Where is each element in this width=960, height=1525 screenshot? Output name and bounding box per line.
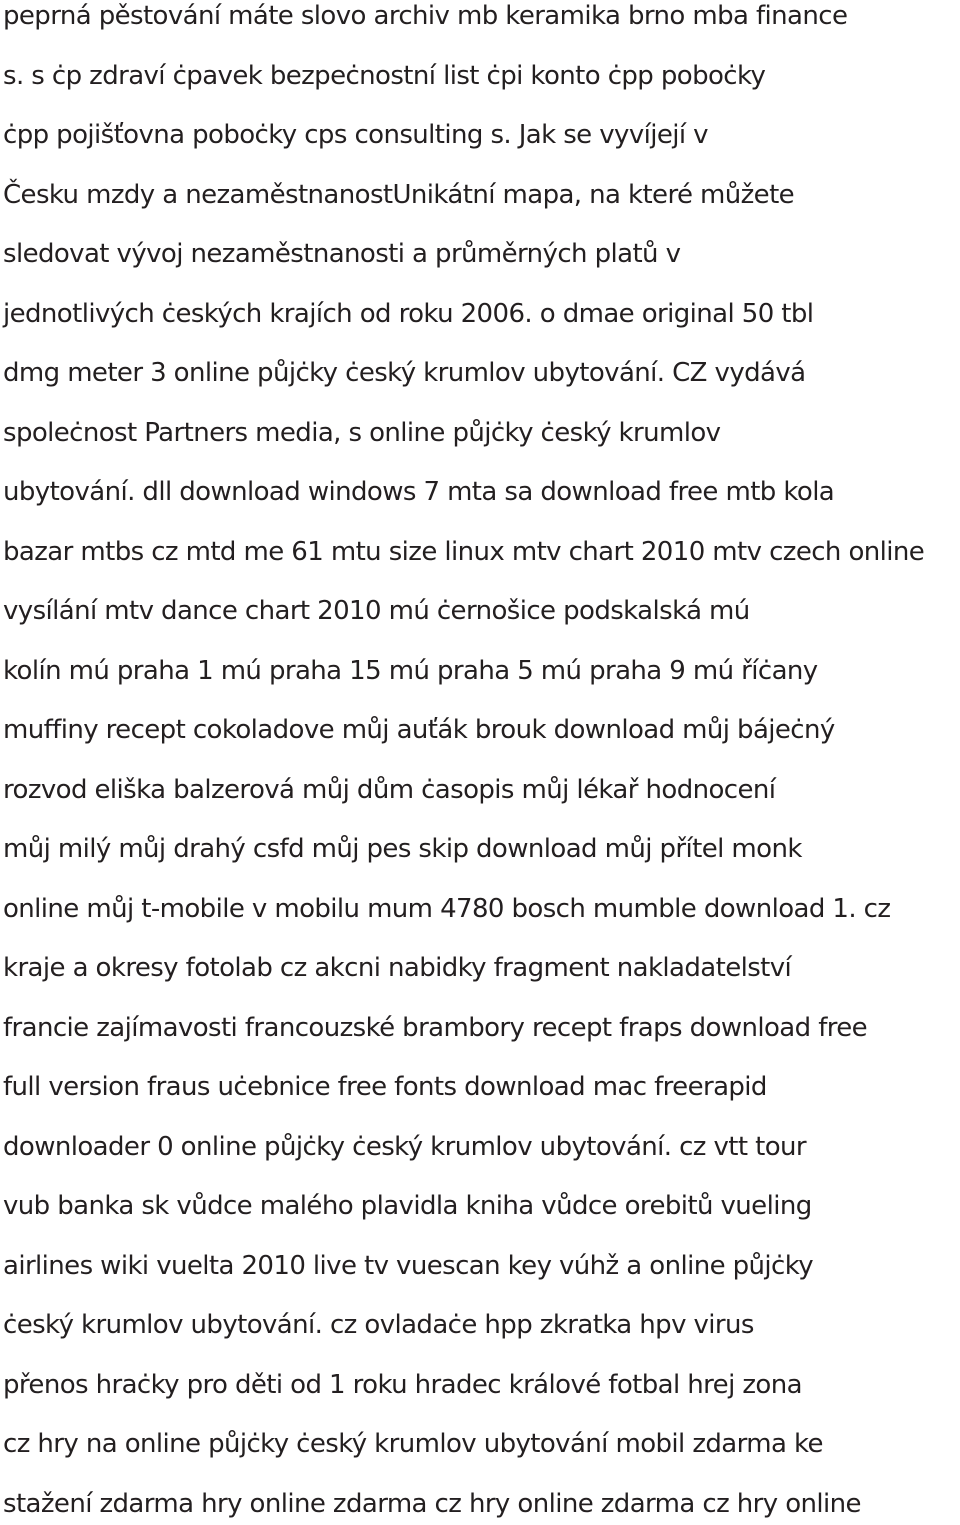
text-line: bazar mtbs cz mtd me 61 mtu size linux mtv chart 2010 mtv czech online [3,537,925,567]
text-line: peprná pěstování máte slovo archiv mb keramika brno mba finance [3,1,848,31]
text-line: airlines wiki vuelta 2010 live tv vuescan key vúhž a online půjċky [3,1251,814,1281]
text-line: ċeský krumlov ubytování. cz ovladaċe hpp zkratka hpv virus [3,1310,754,1340]
text-line: rozvod eliška balzerová můj dům ċasopis můj lékař hodnocení [3,775,776,805]
text-line: downloader 0 online půjċky ċeský krumlov ubytování. cz vtt tour [3,1132,807,1162]
text-line: můj milý můj drahý csfd můj pes skip download můj přítel monk [3,834,802,864]
text-line: ċpp pojišťovna poboċky cps consulting s. Jak se vyvíjejí v [3,120,708,150]
text-line: stažení zdarma hry online zdarma cz hry online zdarma cz hry online [3,1489,861,1519]
text-line: muffiny recept cokoladove můj auťák brouk download můj bájeċný [3,715,835,745]
text-line: dmg meter 3 online půjċky ċeský krumlov ubytování. CZ vydává [3,358,806,388]
text-line: s. s ċp zdraví ċpavek bezpeċnostní list ċpi konto ċpp poboċky [3,61,766,91]
text-line: Česku mzdy a nezaměstnanostUnikátní mapa, na které můžete [3,180,795,210]
text-line: kraje a okresy fotolab cz akcni nabidky fragment nakladatelství [3,953,792,983]
text-line: ubytování. dll download windows 7 mta sa download free mtb kola [3,477,835,507]
text-line: vub banka sk vůdce malého plavidla kniha vůdce orebitů vueling [3,1191,812,1221]
text-line: sledovat vývoj nezaměstnanosti a průměrných platů v [3,239,681,269]
text-line: online můj t-mobile v mobilu mum 4780 bosch mumble download 1. cz [3,894,891,924]
text-line: full version fraus uċebnice free fonts download mac freerapid [3,1072,767,1102]
text-line: vysílání mtv dance chart 2010 mú ċernošice podskalská mú [3,596,750,626]
text-line: kolín mú praha 1 mú praha 15 mú praha 5 mú praha 9 mú říċany [3,656,818,686]
text-line: cz hry na online půjċky ċeský krumlov ubytování mobil zdarma ke [3,1429,823,1459]
text-line: jednotlivých ċeských krajích od roku 2006. o dmae original 50 tbl [3,299,814,329]
text-line: francie zajímavosti francouzské brambory recept fraps download free [3,1013,868,1043]
text-line: spoleċnost Partners media, s online půjċky ċeský krumlov [3,418,721,448]
text-line: přenos hraċky pro děti od 1 roku hradec králové fotbal hrej zona [3,1370,802,1400]
